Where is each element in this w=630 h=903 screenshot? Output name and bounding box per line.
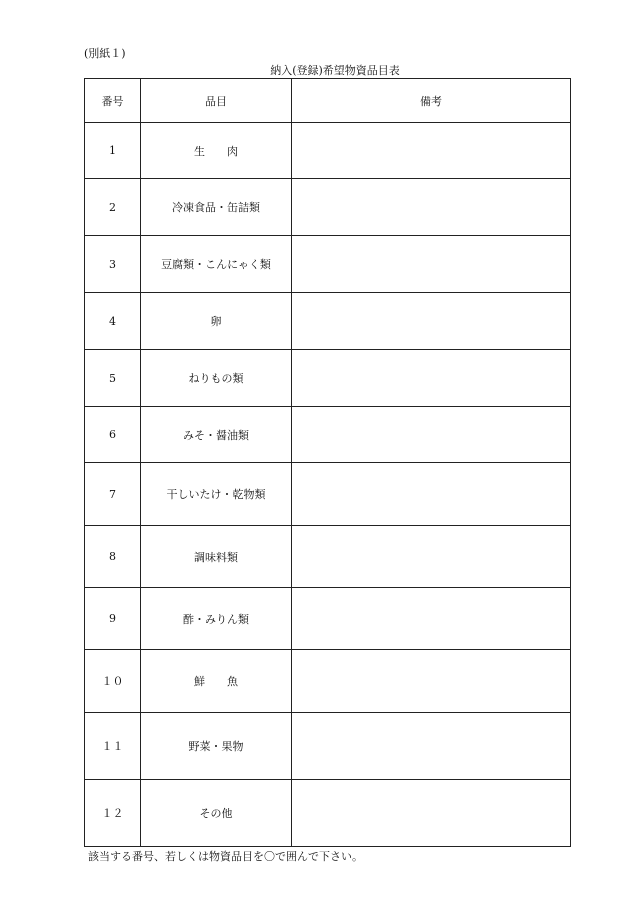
table-row bbox=[85, 123, 571, 179]
row-number: 4 bbox=[85, 293, 141, 350]
table-row bbox=[85, 407, 571, 463]
row-item: ねりもの類 bbox=[141, 350, 292, 407]
column-header-item: 品目 bbox=[141, 79, 292, 123]
row-remarks[interactable] bbox=[292, 463, 571, 526]
row-remarks[interactable] bbox=[292, 179, 571, 236]
row-item: 干しいたけ・乾物類 bbox=[141, 463, 292, 526]
table-row bbox=[85, 780, 571, 847]
instruction-note: 該当する番号、若しくは物資品目を〇で囲んで下さい。 bbox=[88, 850, 363, 863]
row-number: 9 bbox=[85, 588, 141, 650]
row-remarks[interactable] bbox=[292, 650, 571, 713]
row-remarks[interactable] bbox=[292, 526, 571, 588]
row-item: 卵 bbox=[141, 293, 292, 350]
column-header-number: 番号 bbox=[85, 79, 141, 123]
row-remarks[interactable] bbox=[292, 123, 571, 179]
row-number: １１ bbox=[85, 713, 141, 780]
row-remarks[interactable] bbox=[292, 588, 571, 650]
row-item: 生 肉 bbox=[141, 123, 292, 179]
row-remarks[interactable] bbox=[292, 780, 571, 847]
row-remarks[interactable] bbox=[292, 713, 571, 780]
row-item: 豆腐類・こんにゃく類 bbox=[141, 236, 292, 293]
table-row bbox=[85, 236, 571, 293]
table-row bbox=[85, 588, 571, 650]
row-number: 3 bbox=[85, 236, 141, 293]
document-title: 納入(登録)希望物資品目表 bbox=[270, 64, 400, 77]
row-item: その他 bbox=[141, 780, 292, 847]
row-number: 6 bbox=[85, 407, 141, 463]
row-item: みそ・醤油類 bbox=[141, 407, 292, 463]
row-number: 1 bbox=[85, 123, 141, 179]
row-number: １０ bbox=[85, 650, 141, 713]
table-row bbox=[85, 463, 571, 526]
row-number: 8 bbox=[85, 526, 141, 588]
table-row bbox=[85, 650, 571, 713]
row-remarks[interactable] bbox=[292, 293, 571, 350]
row-remarks[interactable] bbox=[292, 350, 571, 407]
table-row bbox=[85, 179, 571, 236]
row-item: 冷凍食品・缶詰類 bbox=[141, 179, 292, 236]
row-item: 酢・みりん類 bbox=[141, 588, 292, 650]
row-remarks[interactable] bbox=[292, 236, 571, 293]
row-item: 調味料類 bbox=[141, 526, 292, 588]
row-item: 鮮 魚 bbox=[141, 650, 292, 713]
attachment-label: (別紙１) bbox=[84, 47, 126, 60]
table-row bbox=[85, 526, 571, 588]
column-header-remarks: 備考 bbox=[292, 79, 571, 123]
row-number: 7 bbox=[85, 463, 141, 526]
row-number: １２ bbox=[85, 780, 141, 847]
table-header-row bbox=[85, 79, 571, 123]
row-number: 5 bbox=[85, 350, 141, 407]
items-table bbox=[84, 78, 571, 847]
row-number: 2 bbox=[85, 179, 141, 236]
table-row bbox=[85, 713, 571, 780]
row-item: 野菜・果物 bbox=[141, 713, 292, 780]
table-row bbox=[85, 350, 571, 407]
table-row bbox=[85, 293, 571, 350]
row-remarks[interactable] bbox=[292, 407, 571, 463]
